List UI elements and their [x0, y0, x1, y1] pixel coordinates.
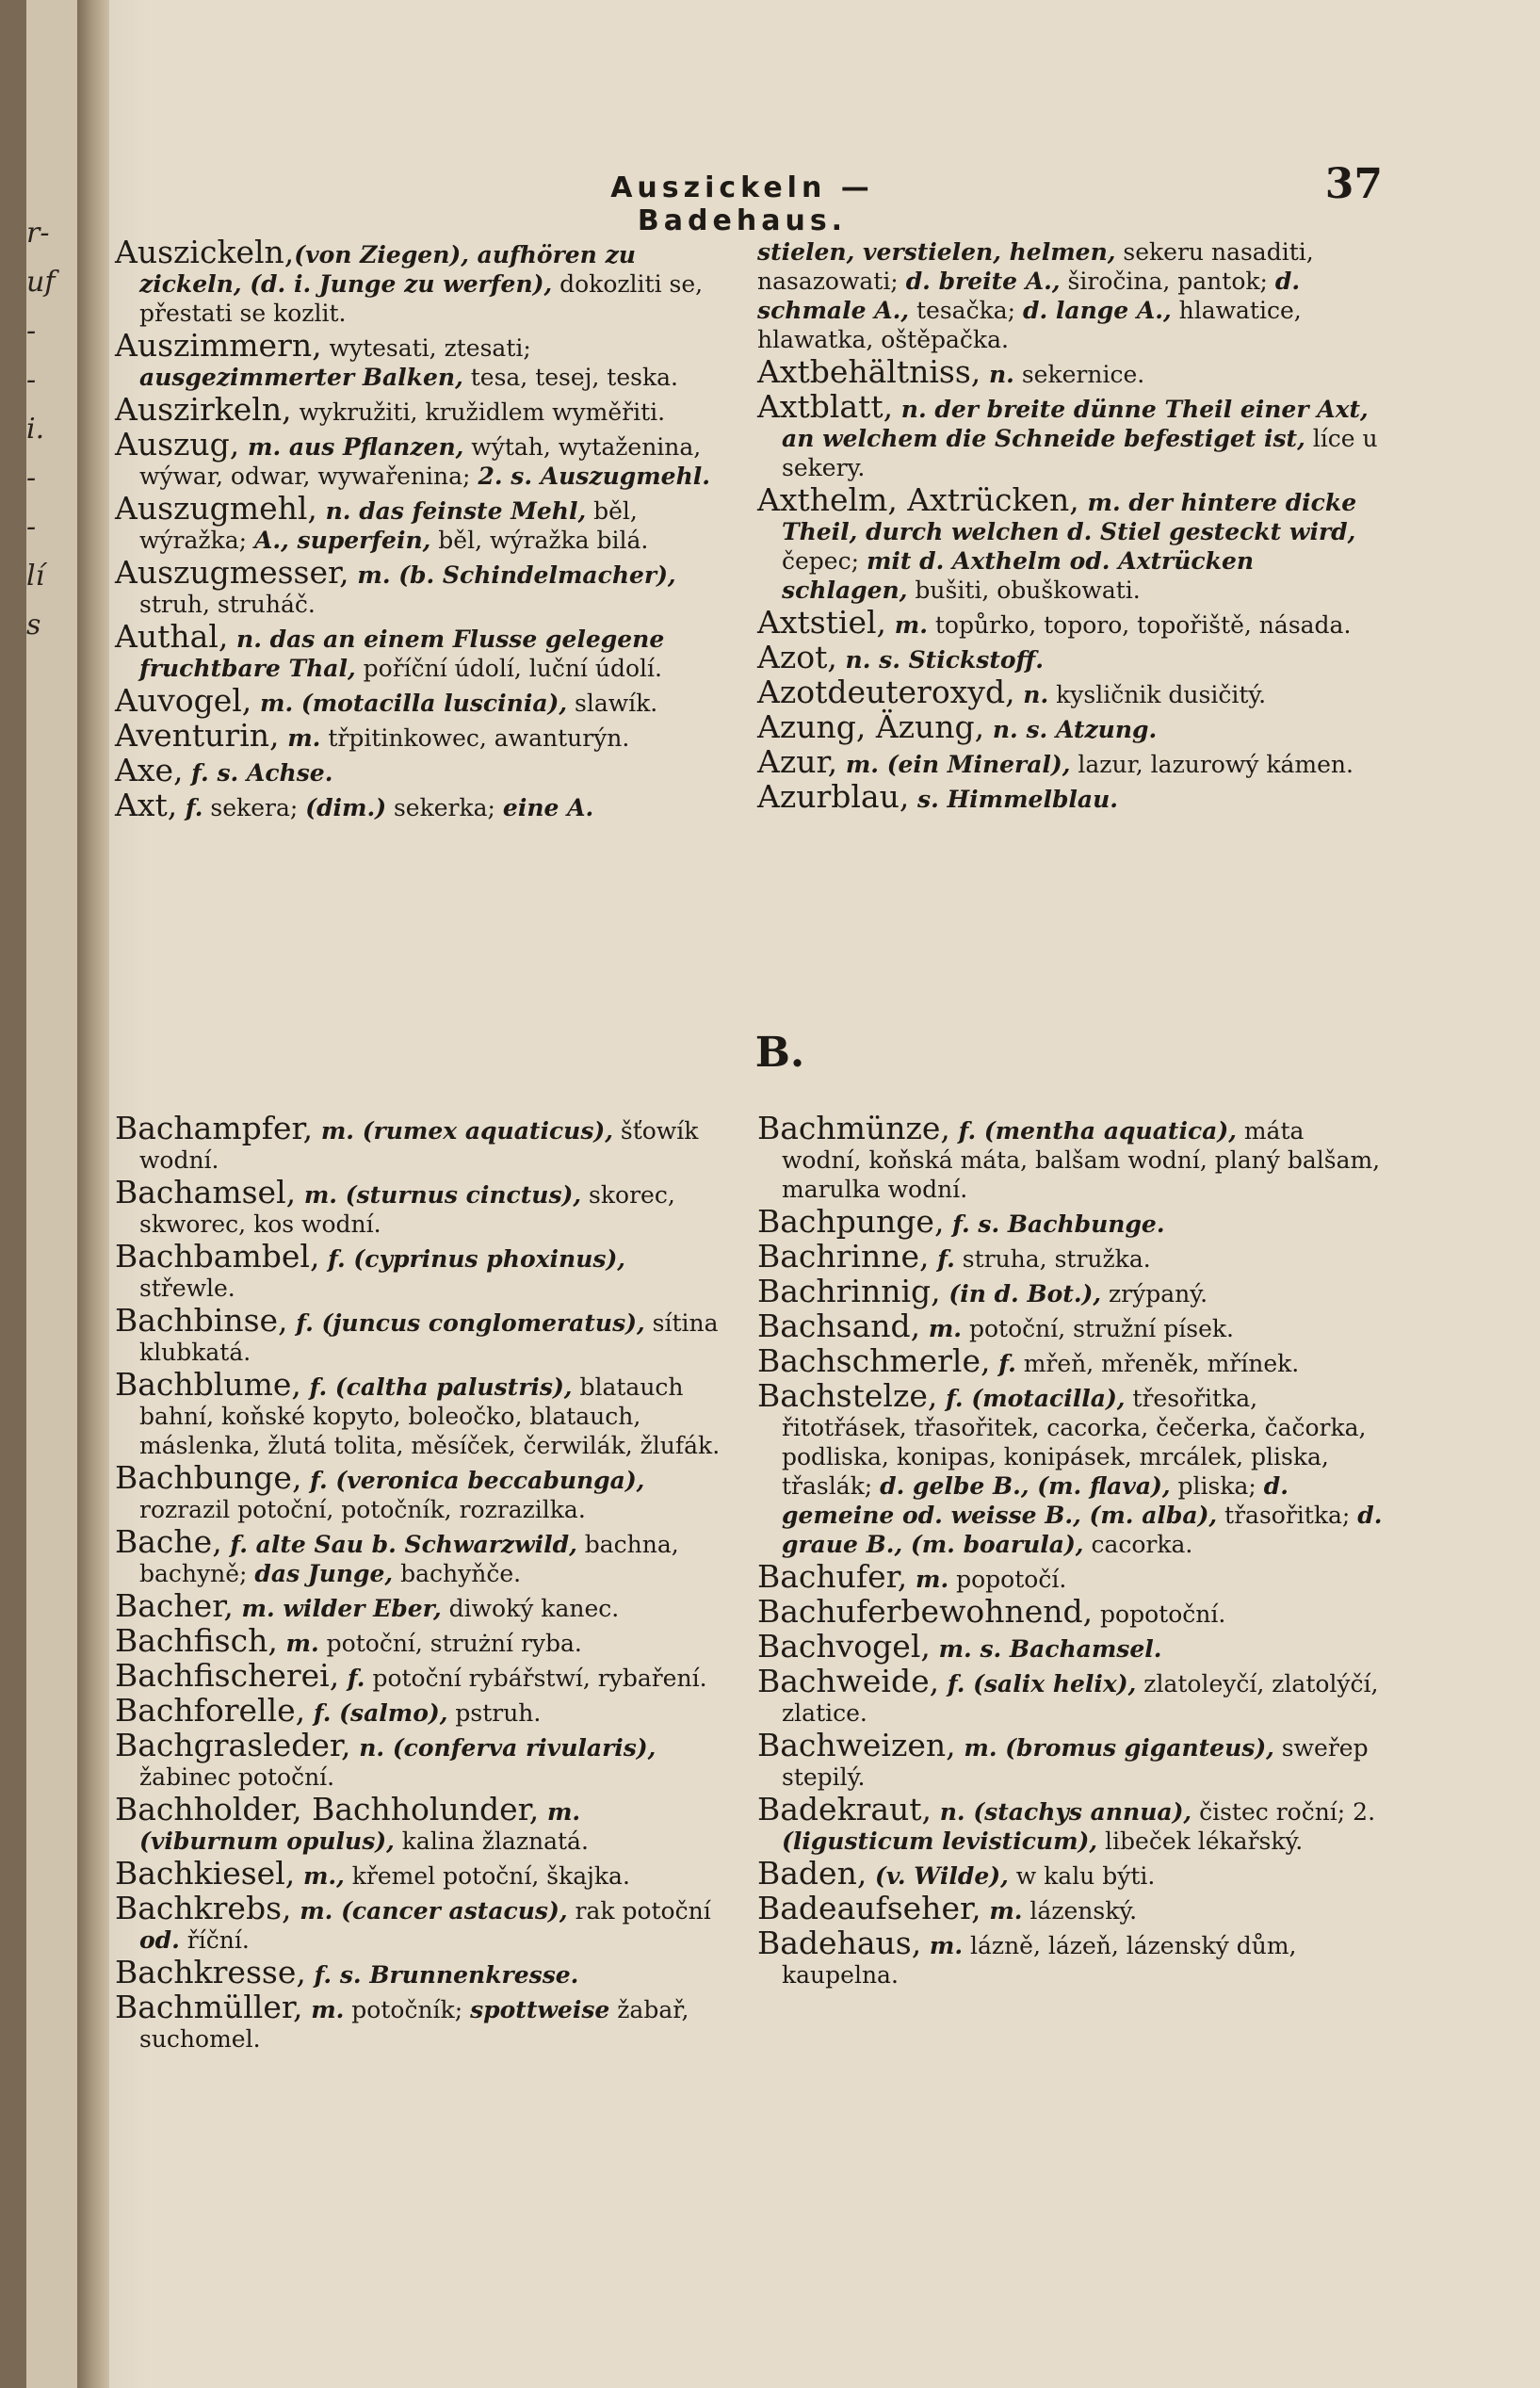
dictionary-entry	[115, 1459, 727, 1524]
entry-headword: Badeaufseher,	[757, 1890, 981, 1926]
entry-czech-gloss: diwoký kanec.	[441, 1595, 620, 1622]
entry-german-text: m. (rumex aquaticus),	[313, 1117, 613, 1145]
entry-german-text: n. s. Stickstoff.	[836, 646, 1044, 674]
entry-german-text: m.	[921, 1932, 964, 1959]
entry-czech-gloss: dokozliti se, přestati se kozlit.	[139, 270, 704, 327]
entry-german-text: m. der hintere dicke Theil, durch welchen d. Stiel gesteckt wird,	[782, 489, 1357, 545]
dictionary-entry	[115, 1989, 727, 2054]
entry-german-text: n. (conferva rivularis),	[350, 1734, 657, 1762]
entry-headword: Bache,	[115, 1523, 222, 1560]
entry-german-text: f. s. Achse.	[183, 759, 333, 787]
dictionary-entry	[757, 674, 1386, 710]
entry-headword: Bachweide,	[757, 1663, 940, 1699]
entry-headword: Azotdeuteroxyd,	[757, 674, 1015, 710]
entry-german-text: f.	[339, 1665, 365, 1692]
entry-headword: Bachpunge,	[757, 1203, 945, 1240]
entry-czech-gloss: třasořitka;	[1217, 1502, 1358, 1529]
entry-german-text: f. s. Brunnenkresse.	[305, 1961, 579, 1989]
entry-czech-gloss: říční.	[179, 1926, 250, 1954]
entry-czech-gloss: bušiti, obuškowati.	[907, 577, 1141, 604]
page-number: 37	[1324, 160, 1383, 208]
entry-headword: Auszimmern,	[115, 327, 322, 364]
previous-page-fragment: uf	[26, 266, 56, 299]
entry-german-text: m.	[907, 1566, 949, 1593]
dictionary-entry	[757, 1727, 1386, 1792]
entry-czech-gloss: skorec, skworec, kos wodní.	[139, 1181, 675, 1238]
entry-headword: Bachblume,	[115, 1366, 301, 1403]
dictionary-entry	[757, 1203, 1386, 1240]
entry-headword: Bachfisch,	[115, 1622, 278, 1659]
entry-german-text: A., superfein,	[253, 527, 431, 554]
column-bottom-left	[115, 1110, 727, 2056]
entry-headword: Azot,	[757, 639, 837, 675]
dictionary-entry	[115, 391, 727, 428]
entry-german-text: m.	[279, 724, 321, 752]
entry-headword: Azur,	[757, 743, 838, 780]
entry-headword: Bachrinne,	[757, 1238, 930, 1275]
entry-czech-gloss: poříční údolí, luční údolí.	[355, 655, 662, 682]
dictionary-entry	[115, 717, 727, 754]
entry-headword: Azung, Äzung,	[757, 708, 985, 745]
entry-czech-gloss: bachna, bachyně;	[139, 1531, 679, 1587]
entry-headword: Bachufer,	[757, 1558, 908, 1595]
dictionary-entry	[757, 1925, 1386, 1990]
entry-czech-gloss: blatauch bahní, koňské kopyto, boleočko, blatauch, máslenka, žlutá tolita, měsíček, čerwilák, žlufák.	[139, 1373, 721, 1459]
entry-headword: Baden,	[757, 1855, 867, 1892]
dictionary-entry	[115, 682, 727, 719]
entry-german-text: f. alte Sau b. Schwarzwild,	[221, 1531, 577, 1558]
entry-czech-gloss: kysličnik dusičitý.	[1048, 681, 1267, 708]
entry-german-text: m.	[277, 1630, 319, 1657]
entry-headword: Bachholder, Bachholunder,	[115, 1791, 540, 1828]
entry-german-text: (ligusticum levisticum),	[782, 1828, 1098, 1855]
entry-german-text: m. (ein Mineral),	[837, 751, 1071, 778]
dictionary-entry	[115, 1302, 727, 1367]
entry-headword: Badekraut,	[757, 1791, 932, 1828]
entry-german-text: m.	[886, 611, 928, 639]
entry-headword: Auszickeln,	[115, 234, 295, 270]
entry-czech-gloss: mřeň, mřeněk, mřínek.	[1015, 1350, 1300, 1377]
dictionary-entry	[757, 639, 1386, 675]
entry-german-text: m. (sturnus cinctus),	[296, 1181, 582, 1209]
entry-czech-gloss: širočina, pantok;	[1060, 268, 1275, 295]
entry-czech-gloss: křemel potoční, škajka.	[344, 1862, 630, 1890]
entry-german-text: n.	[981, 361, 1014, 388]
entry-german-text: f. s. Bachbunge.	[944, 1210, 1165, 1238]
entry-headword: Axtblatt,	[757, 388, 894, 425]
previous-page-fragment: lí	[26, 560, 45, 593]
entry-czech-gloss: rozrazil potoční, potočník, rozrazilka.	[139, 1496, 586, 1523]
column-top-left	[115, 234, 727, 825]
dictionary-entry	[757, 1238, 1386, 1275]
dictionary-entry	[757, 1110, 1386, 1204]
entry-czech-gloss: wýtah, wytaženina, wýwar, odwar, wywařenina;	[139, 433, 702, 490]
entry-headword: Bachforelle,	[115, 1692, 306, 1729]
entry-czech-gloss: potoční rybářstwí, rybaření.	[365, 1665, 707, 1692]
entry-german-text: ausgezimmerter Balken,	[139, 364, 463, 391]
entry-german-text: d. breite A.,	[905, 268, 1061, 295]
entry-german-text: f. (caltha palustris),	[300, 1373, 573, 1401]
entry-headword: Bachbinse,	[115, 1302, 288, 1339]
entry-german-text: f. (mentha aquatica),	[949, 1117, 1237, 1145]
section-letter: B.	[754, 1029, 805, 1077]
entry-german-text: m.	[920, 1315, 963, 1342]
entry-czech-gloss: sekerka;	[386, 794, 503, 821]
entry-german-text: mit d. Axthelm od. Axtrücken schlagen,	[782, 547, 1255, 604]
entry-czech-gloss: popotočí.	[948, 1566, 1067, 1593]
entry-czech-gloss: běl, wýražka;	[139, 497, 638, 554]
entry-headword: Bachschmerle,	[757, 1342, 991, 1379]
entry-german-text: m. (viburnum opulus),	[139, 1798, 581, 1855]
entry-czech-gloss: sekernice.	[1013, 361, 1145, 388]
column-bottom-right	[757, 1110, 1386, 1992]
entry-german-text: m. wilder Eber,	[233, 1595, 442, 1622]
entry-czech-gloss: zrýpaný.	[1101, 1280, 1208, 1308]
dictionary-entry	[115, 1587, 727, 1624]
entry-czech-gloss: líce u sekery.	[782, 425, 1378, 481]
dictionary-entry	[115, 1238, 727, 1303]
dictionary-entry	[757, 388, 1386, 482]
entry-headword: Bachkresse,	[115, 1954, 306, 1990]
dictionary-entry	[115, 1791, 727, 1856]
entry-headword: Bachkiesel,	[115, 1855, 296, 1892]
previous-page-fragment: -	[26, 315, 37, 348]
dictionary-entry	[115, 1366, 727, 1460]
column-top-right	[757, 237, 1386, 817]
entry-czech-gloss: žabař, suchomel.	[139, 1996, 689, 2053]
entry-headword: Bachstelze,	[757, 1377, 938, 1414]
dictionary-entry	[757, 1855, 1386, 1892]
entry-czech-gloss: potoční, strużní ryba.	[318, 1630, 582, 1657]
entry-german-text: spottweise	[470, 1996, 610, 2023]
entry-czech-gloss: slawík.	[567, 690, 658, 717]
entry-czech-gloss: sítina klubkatá.	[139, 1309, 719, 1366]
dictionary-entry	[115, 1954, 727, 1990]
entry-headword: Axt,	[115, 787, 178, 823]
dictionary-entry	[757, 1273, 1386, 1309]
entry-czech-gloss: potočník;	[344, 1996, 471, 2023]
entry-german-text: m.	[302, 1996, 345, 2023]
dictionary-entry	[115, 426, 727, 491]
entry-headword: Badehaus,	[757, 1925, 922, 1961]
entry-german-text: m.	[981, 1897, 1023, 1925]
previous-page-fragment: -	[26, 462, 37, 495]
entry-german-text: d. gelbe B., (m. flava),	[880, 1472, 1171, 1500]
previous-page-fragment: r-	[26, 217, 50, 250]
dictionary-entry	[115, 1622, 727, 1659]
entry-czech-gloss: sweřep stepilý.	[782, 1734, 1369, 1791]
book-gutter	[77, 0, 109, 2388]
entry-czech-gloss: cacorka.	[1083, 1531, 1193, 1558]
entry-headword: Auvogel,	[115, 682, 252, 719]
entry-german-text: f. (juncus conglomeratus),	[287, 1309, 645, 1337]
entry-german-text: m. (motacilla luscinia),	[251, 690, 568, 717]
entry-german-text: m. s. Bachamsel.	[930, 1635, 1162, 1663]
entry-czech-gloss: topůrko, toporo, topořiště, násada.	[927, 611, 1352, 639]
entry-czech-gloss: sekeru nasaditi, nasazowati;	[757, 238, 1314, 295]
dictionary-entry	[757, 1791, 1386, 1856]
entry-german-text: m. (cancer astacus),	[291, 1897, 568, 1925]
entry-headword: Auszugmesser,	[115, 554, 349, 591]
dictionary-entry	[757, 353, 1386, 390]
dictionary-entry	[757, 1663, 1386, 1728]
entry-headword: Bachfischerei,	[115, 1657, 340, 1694]
entry-german-text: n. das feinste Mehl,	[316, 497, 587, 525]
entry-czech-gloss: tesačka;	[909, 297, 1023, 324]
entry-german-text: d. schmale A.,	[757, 268, 1301, 324]
entry-czech-gloss: potoční, stružní písek.	[962, 1315, 1234, 1342]
dictionary-entry	[757, 1342, 1386, 1379]
previous-page-fragment: -	[26, 364, 37, 397]
entry-headword: Bachkrebs,	[115, 1890, 292, 1926]
running-header: Auszickeln — Badehaus.	[610, 171, 874, 237]
dictionary-entry	[115, 1174, 727, 1239]
entry-headword: Bachamsel,	[115, 1174, 297, 1210]
entry-czech-gloss: pliska;	[1170, 1472, 1264, 1500]
dictionary-entry	[757, 1593, 1386, 1630]
entry-german-text: m.,	[295, 1862, 345, 1890]
dictionary-entry	[757, 604, 1386, 641]
entry-czech-gloss: sekera;	[203, 794, 306, 821]
entry-headword: Bachmünze,	[757, 1110, 950, 1146]
entry-czech-gloss: lázně, lázeň, lázenský dům, kaupelna.	[782, 1932, 1297, 1989]
entry-headword: Axtbehältniss,	[757, 353, 981, 390]
dictionary-entry	[115, 618, 727, 683]
entry-german-text: n. s. Atzung.	[984, 716, 1158, 743]
entry-headword: Auszugmehl,	[115, 490, 317, 527]
entry-czech-gloss: běl, wýražka bilá.	[430, 527, 649, 554]
entry-german-text: d. gemeine od. weisse B., (m. alba),	[782, 1472, 1289, 1529]
entry-german-text: m. (bromus giganteus),	[955, 1734, 1274, 1762]
dictionary-entry	[115, 787, 727, 823]
entry-headword: Axtstiel,	[757, 604, 887, 641]
entry-headword: Auszug,	[115, 426, 240, 463]
entry-german-text: n. der breite dünne Theil einer Axt, an welchem die Schneide befestiget ist,	[782, 396, 1369, 452]
entry-headword: Bachuferbewohnend,	[757, 1593, 1094, 1630]
entry-headword: Bachbunge,	[115, 1459, 302, 1496]
entry-headword: Bachweizen,	[757, 1727, 956, 1763]
entry-german-text: d. lange A.,	[1023, 297, 1172, 324]
entry-czech-gloss: libeček lékařský.	[1097, 1828, 1304, 1855]
dictionary-entry	[757, 481, 1386, 605]
entry-czech-gloss: čistec roční; 2.	[1191, 1798, 1376, 1826]
entry-czech-gloss: hlawatice, hlawatka, oštěpačka.	[757, 297, 1302, 353]
entry-headword: Authal,	[115, 618, 229, 655]
entry-czech-gloss: wytesati, ztesati;	[321, 334, 531, 362]
entry-german-text: d. graue B., (m. boarula),	[782, 1502, 1383, 1558]
dictionary-entry	[115, 1657, 727, 1694]
entry-german-text: das Junge,	[254, 1560, 394, 1587]
entry-german-text: f. (cyprinus phoxinus),	[319, 1245, 625, 1273]
dictionary-entry	[115, 1890, 727, 1955]
entry-headword: Bachvogel,	[757, 1628, 931, 1665]
entry-czech-gloss: wykružiti, kružidlem wyměřiti.	[291, 398, 666, 426]
entry-german-text: 2. s. Auszugmehl.	[478, 463, 710, 490]
entry-german-text: (von Ziegen), aufhören zu zickeln, (d. i. Junge zu werfen),	[139, 241, 636, 298]
entry-czech-gloss: šťowík wodní.	[139, 1117, 699, 1174]
entry-czech-gloss: bachyňče.	[393, 1560, 522, 1587]
dictionary-entry	[115, 1523, 727, 1588]
dictionary-entry	[757, 1377, 1386, 1559]
entry-czech-gloss: popotoční.	[1093, 1600, 1226, 1628]
entry-czech-gloss: struh, struháč.	[139, 591, 316, 618]
entry-german-text: f.	[990, 1350, 1016, 1377]
entry-german-text: f. (motacilla),	[937, 1385, 1126, 1412]
dictionary-entry	[115, 1855, 727, 1892]
entry-czech-gloss: lázenský.	[1022, 1897, 1138, 1925]
entry-german-text: (dim.)	[305, 794, 387, 821]
entry-german-text: stielen, verstielen, helmen,	[757, 238, 1116, 266]
entry-german-text: s. Himmelblau.	[909, 786, 1119, 813]
entry-german-text: eine A.	[502, 794, 594, 821]
dictionary-entry	[115, 327, 727, 392]
entry-german-text: od.	[139, 1926, 180, 1954]
entry-german-text: n.	[1014, 681, 1049, 708]
entry-german-text: (in d. Bot.),	[940, 1280, 1102, 1308]
dictionary-entry	[115, 234, 727, 328]
entry-headword: Bachampfer,	[115, 1110, 314, 1146]
entry-czech-gloss: třpitinkowec, awanturýn.	[320, 724, 630, 752]
entry-czech-gloss: střewle.	[139, 1275, 235, 1302]
previous-page-fragment: s	[26, 609, 41, 642]
dictionary-entry	[757, 778, 1386, 815]
entry-headword: Bachbambel,	[115, 1238, 320, 1275]
entry-headword: Bachgrasleder,	[115, 1727, 351, 1763]
entry-czech-gloss: pstruh.	[447, 1699, 542, 1727]
entry-headword: Auszirkeln,	[115, 391, 292, 428]
entry-czech-gloss: lazur, lazurowý kámen.	[1070, 751, 1354, 778]
entry-headword: Bachmüller,	[115, 1989, 303, 2025]
previous-page-edge	[26, 0, 81, 2388]
dictionary-page	[26, 0, 1540, 2388]
dictionary-entry	[757, 708, 1386, 745]
dictionary-entry	[115, 1727, 727, 1792]
previous-page-fragment: -	[26, 511, 37, 544]
dictionary-entry	[115, 752, 727, 788]
dictionary-entry	[757, 237, 1386, 354]
entry-czech-gloss: třesořitka, řitotřásek, třasořitek, cacorka, čečerka, čačorka, podliska, konipas, konipásek, mrcálek, pliska, třaslák;	[782, 1385, 1367, 1500]
entry-czech-gloss: struha, stružka.	[954, 1245, 1151, 1273]
previous-page-fragment: i.	[26, 413, 45, 446]
entry-czech-gloss: máta wodní, koňská máta, balšam wodní, planý balšam, marulka wodní.	[782, 1117, 1381, 1203]
entry-czech-gloss: rak potoční	[567, 1897, 711, 1925]
dictionary-entry	[115, 554, 727, 619]
entry-german-text: f. (salmo),	[305, 1699, 448, 1727]
entry-headword: Aventurin,	[115, 717, 280, 754]
dictionary-entry	[757, 1308, 1386, 1344]
entry-headword: Bachsand,	[757, 1308, 921, 1344]
entry-czech-gloss: tesa, tesej, teska.	[462, 364, 678, 391]
entry-german-text: f.	[177, 794, 203, 821]
entry-headword: Axthelm, Axtrücken,	[757, 481, 1079, 518]
dictionary-entry	[757, 743, 1386, 780]
dictionary-entry	[757, 1628, 1386, 1665]
entry-headword: Bachrinnig,	[757, 1273, 941, 1309]
entry-german-text: f.	[929, 1245, 955, 1273]
entry-czech-gloss: w kalu býti.	[1008, 1862, 1156, 1890]
entry-german-text: n. das an einem Flusse gelegene fruchtbare Thal,	[139, 625, 665, 682]
entry-czech-gloss: kalina žlaznatá.	[394, 1828, 589, 1855]
entry-headword: Azurblau,	[757, 778, 910, 815]
entry-german-text: f. (salix helix),	[939, 1670, 1137, 1698]
entry-german-text: m. (b. Schindelmacher),	[349, 561, 676, 589]
previous-page-fragments	[26, 217, 64, 658]
dictionary-entry	[757, 1890, 1386, 1926]
dictionary-entry	[115, 1110, 727, 1175]
entry-headword: Bacher,	[115, 1587, 234, 1624]
entry-czech-gloss: zlatoleyčí, zlatolýčí, zlatice.	[782, 1670, 1379, 1727]
dictionary-entry	[115, 490, 727, 555]
entry-czech-gloss: žabinec potoční.	[139, 1763, 335, 1791]
dictionary-entry	[757, 1558, 1386, 1595]
entry-czech-gloss: čepec;	[782, 547, 867, 575]
entry-german-text: m. aus Pflanzen,	[239, 433, 464, 461]
entry-german-text: (v. Wilde),	[867, 1862, 1009, 1890]
entry-headword: Axe,	[115, 752, 184, 788]
dictionary-entry	[115, 1692, 727, 1729]
entry-german-text: n. (stachys annua),	[932, 1798, 1192, 1826]
entry-german-text: f. (veronica beccabunga),	[301, 1467, 645, 1494]
